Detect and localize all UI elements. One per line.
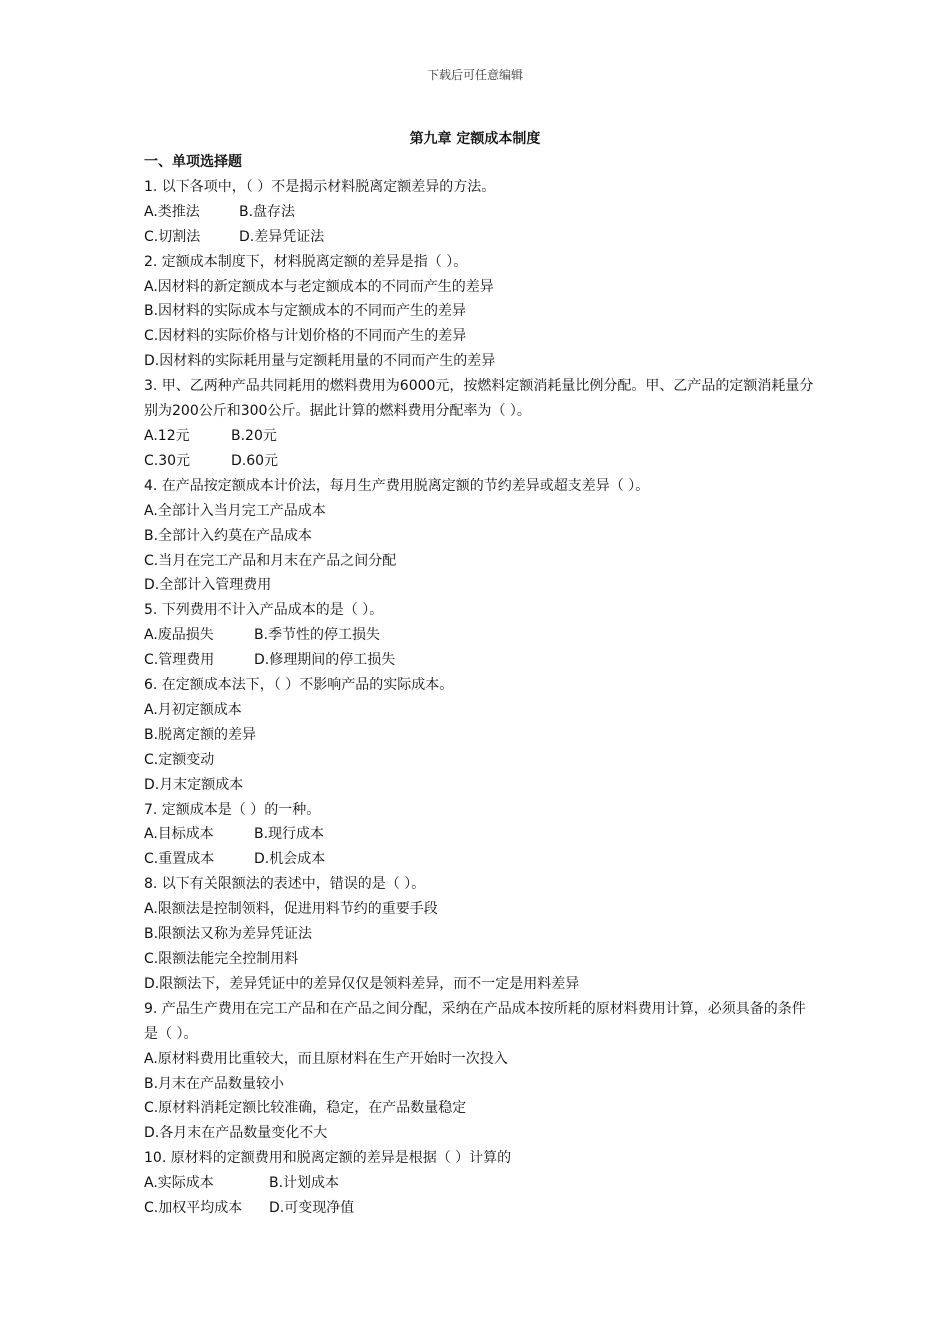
option-c: C.30元 <box>144 452 191 469</box>
options-row <box>144 225 814 250</box>
options-row <box>144 822 814 847</box>
question-4: 4. 在产品按定额成本计价法，每月生产费用脱离定额的节约差异或超支差异（ ）。 <box>144 477 650 494</box>
question-6: 6. 在定额成本法下，（ ）不影响产品的实际成本。 <box>144 677 454 694</box>
option-c: C.管理费用 <box>144 652 215 669</box>
options-row <box>144 1196 814 1221</box>
question-5: 5. 下列费用不计入产品成本的是（ ）。 <box>144 602 384 619</box>
option-d: D.全部计入管理费用 <box>144 577 272 594</box>
question-8: 8. 以下有关限额法的表述中，错误的是（ ）。 <box>144 876 426 893</box>
option-d: D.差异凭证法 <box>239 228 325 245</box>
option-a: A.实际成本 <box>144 1175 214 1192</box>
option-b: B.因材料的实际成本与定额成本的不同而产生的差异 <box>144 303 467 320</box>
question-2: 2. 定额成本制度下，材料脱离定额的差异是指（ ）。 <box>144 253 468 270</box>
option-d: D.各月末在产品数量变化不大 <box>144 1125 328 1142</box>
options-row <box>144 424 814 449</box>
option-b: B.计划成本 <box>269 1175 340 1192</box>
option-c: C.加权平均成本 <box>144 1200 243 1217</box>
option-a: A.类推法 <box>144 203 200 220</box>
option-b: B.月末在产品数量较小 <box>144 1075 285 1092</box>
question-10: 10. 原材料的定额费用和脱离定额的差异是根据（ ）计算的 <box>144 1150 512 1167</box>
option-b: B.脱离定额的差异 <box>144 726 257 743</box>
option-d: D.月末定额成本 <box>144 776 244 793</box>
option-c: C.重置成本 <box>144 851 215 868</box>
option-c: C.当月在完工产品和月末在产品之间分配 <box>144 552 397 569</box>
option-d: D.因材料的实际耗用量与定额耗用量的不同而产生的差异 <box>144 353 496 370</box>
option-a: A.限额法是控制领料，促进用料节约的重要手段 <box>144 901 438 918</box>
option-d: D.机会成本 <box>254 851 326 868</box>
question-3: 3. 甲、乙两种产品共同耗用的燃料费用为6000元，按燃料定额消耗量比例分配。甲、乙产品的定额消耗量分别为200公斤和300公斤。据此计算的燃料费用分配率为（ ）。 <box>144 378 814 420</box>
options-row <box>144 847 814 872</box>
option-d: D.可变现净值 <box>269 1200 355 1217</box>
option-a: A.目标成本 <box>144 826 214 843</box>
option-b: B.20元 <box>231 427 277 444</box>
option-a: A.12元 <box>144 427 190 444</box>
option-b: B.盘存法 <box>239 203 296 220</box>
option-a: A.废品损失 <box>144 627 214 644</box>
options-row <box>144 449 814 474</box>
option-a: A.因材料的新定额成本与老定额成本的不同而产生的差异 <box>144 278 494 295</box>
option-c: C.定额变动 <box>144 751 215 768</box>
option-b: B.季节性的停工损失 <box>254 627 381 644</box>
option-c: C.切割法 <box>144 228 201 245</box>
option-a: A.全部计入当月完工产品成本 <box>144 502 326 519</box>
option-d: D.限额法下，差异凭证中的差异仅仅是领料差异，而不一定是用料差异 <box>144 975 580 992</box>
option-b: B.全部计入约莫在产品成本 <box>144 527 313 544</box>
options-row <box>144 623 814 648</box>
option-b: B.限额法又称为差异凭证法 <box>144 926 313 943</box>
option-d: D.修理期间的停工损失 <box>254 652 396 669</box>
option-a: A.原材料费用比重较大，而且原材料在生产开始时一次投入 <box>144 1050 508 1067</box>
option-b: B.现行成本 <box>254 826 325 843</box>
option-c: C.原材料消耗定额比较准确，稳定，在产品数量稳定 <box>144 1100 467 1117</box>
option-d: D.60元 <box>231 452 279 469</box>
question-list <box>144 150 814 1221</box>
options-row <box>144 648 814 673</box>
question-9: 9. 产品生产费用在完工产品和在产品之间分配，采纳在产品成本按所耗的原材料费用计算，必须具备的条件是（ ）。 <box>144 1000 806 1042</box>
header-note: 下载后可任意编辑 <box>426 68 523 82</box>
option-c: C.因材料的实际价格与计划价格的不同而产生的差异 <box>144 328 467 345</box>
options-row <box>144 1171 814 1196</box>
options-row <box>144 200 814 225</box>
option-c: C.限额法能完全控制用料 <box>144 951 299 967</box>
option-a: A.月初定额成本 <box>144 701 242 718</box>
question-7: 7. 定额成本是（ ）的一种。 <box>144 801 321 818</box>
section-heading: 一、单项选择题 <box>144 154 242 170</box>
chapter-title: 第九章 定额成本制度 <box>409 131 541 147</box>
question-1: 1. 以下各项中，（ ）不是揭示材料脱离定额差异的方法。 <box>144 178 496 195</box>
